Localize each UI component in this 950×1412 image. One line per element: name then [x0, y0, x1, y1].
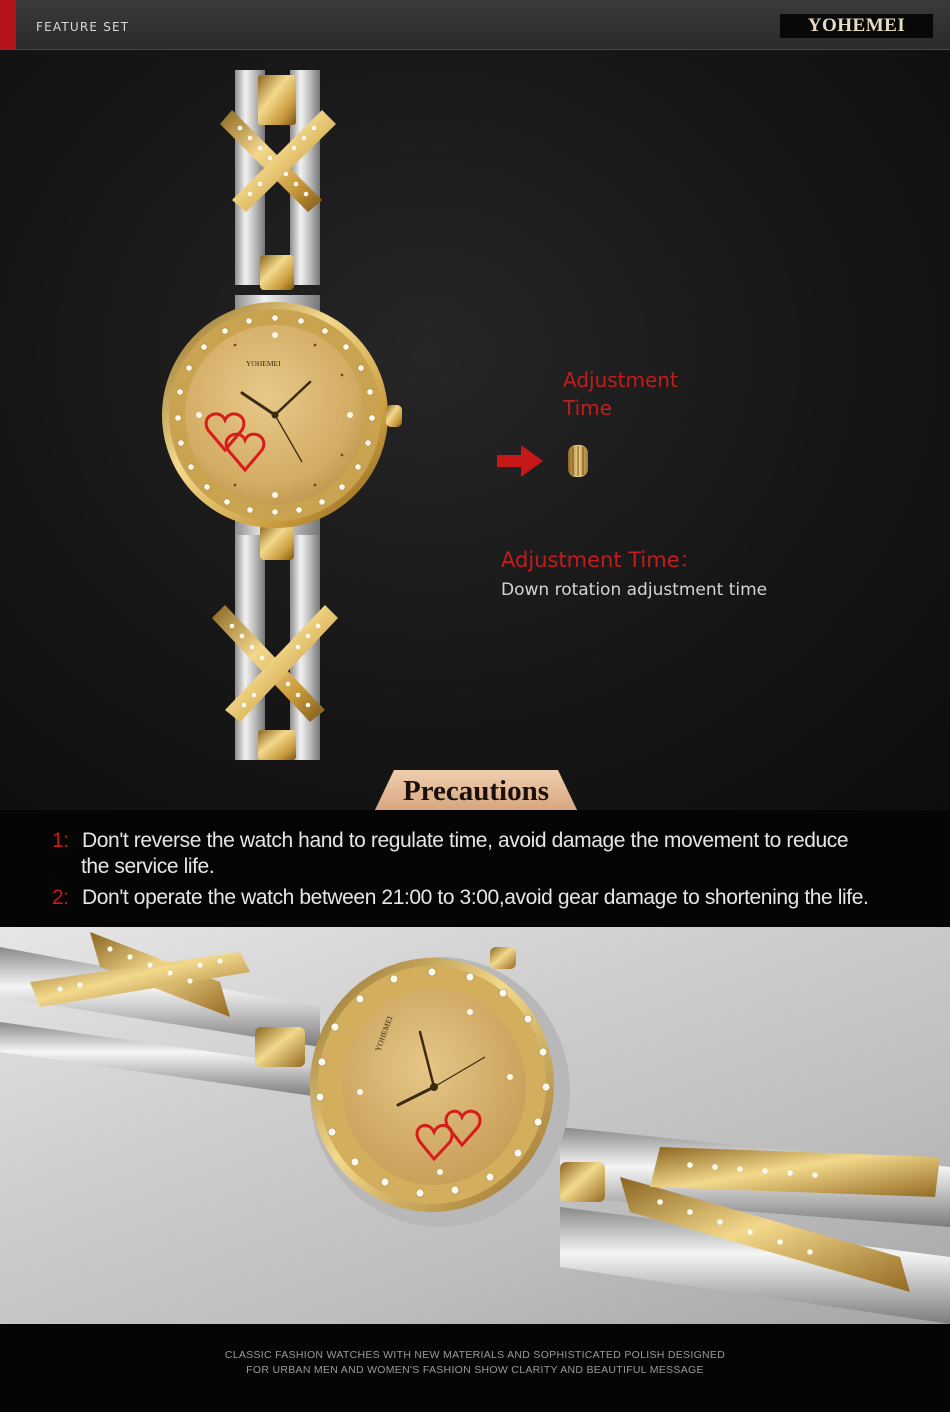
crown-icon — [564, 443, 592, 479]
watch-image — [150, 70, 420, 770]
brand-logo: YOHEMEI — [780, 14, 933, 38]
footer-tagline-line1: CLASSIC FASHION WATCHES WITH NEW MATERIALS AND SOPHISTICATED POLISH DESIGNED — [224, 1349, 726, 1361]
precaution-text-continued: the service life. — [81, 855, 215, 878]
header-accent-stripe — [0, 0, 16, 50]
section-label: FEATURE SET — [36, 20, 130, 34]
precautions-title: Precautions — [402, 775, 550, 807]
adjustment-heading: Adjustment Time： — [501, 548, 701, 572]
dial-brand-text: YOHEMEI — [246, 359, 281, 368]
svg-text:YOHEMEI: YOHEMEI — [373, 1014, 395, 1053]
precaution-number: 1: — [52, 829, 69, 852]
precaution-text: Don't reverse the watch hand to regulate time, avoid damage the movement to reduce — [82, 829, 849, 852]
crown-label-line2: Time — [563, 396, 612, 420]
footer-tagline-line2: FOR URBAN MEN AND WOMEN'S FASHION SHOW CLARITY AND BEAUTIFUL MESSAGE — [246, 1364, 704, 1376]
crown-label — [563, 366, 678, 422]
feature-section — [0, 50, 950, 810]
footer — [0, 1324, 950, 1412]
precaution-item-2 — [52, 885, 868, 911]
crown-label-line1: Adjustment — [563, 368, 678, 392]
product-photo — [0, 927, 950, 1324]
header-bar — [0, 0, 950, 50]
precaution-item-1 — [52, 828, 848, 880]
adjustment-description: Down rotation adjustment time — [501, 580, 768, 600]
precaution-text: Don't operate the watch between 21:00 to 3:00,avoid gear damage to shortening the life. — [82, 886, 869, 909]
precaution-number: 2: — [52, 886, 69, 909]
watch-photo-image — [0, 927, 950, 1324]
arrow-right-icon — [497, 445, 543, 477]
